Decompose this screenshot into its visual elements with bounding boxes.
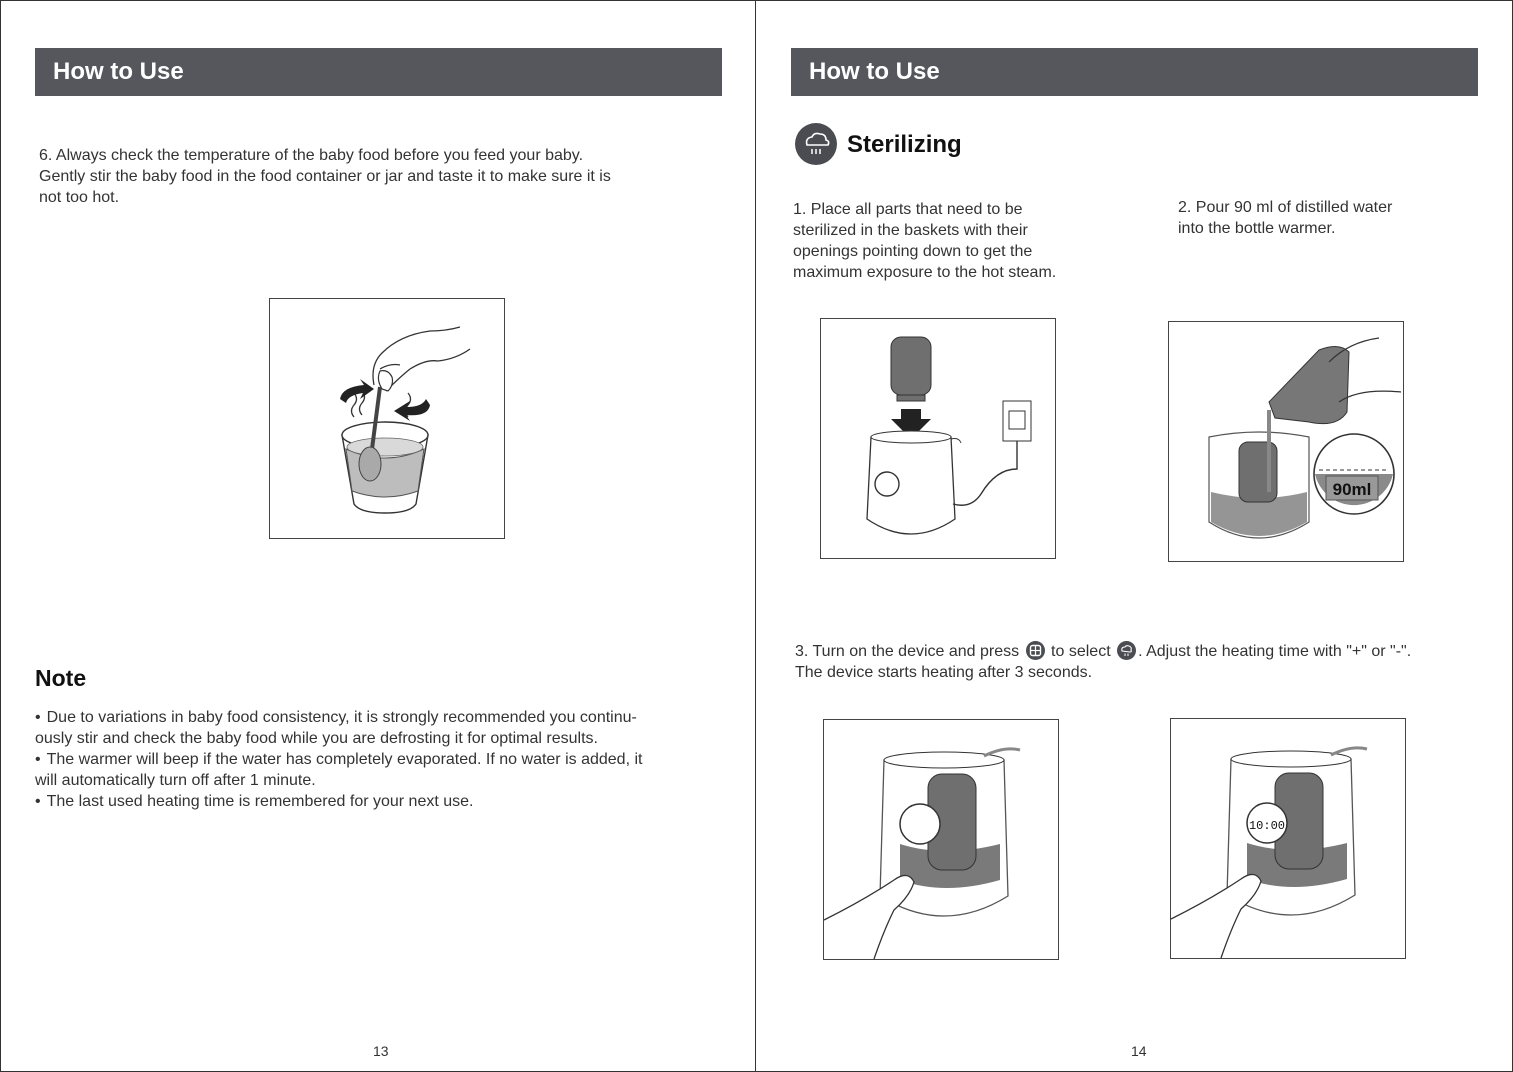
step-6-text xyxy=(39,145,729,208)
press-button-illustration xyxy=(823,719,1059,960)
step-3-part-2: to select xyxy=(1051,643,1111,660)
step-6-line-2: Gently stir the baby food in the food container or jar and taste it to make sure it is xyxy=(39,168,611,185)
note-item-line-2: ously stir and check the baby food while you are defrosting it for optimal results. xyxy=(35,730,598,747)
steam-cloud-icon xyxy=(795,123,837,165)
place-parts-illustration xyxy=(820,318,1056,559)
press-button-drawing xyxy=(824,720,1058,959)
step-2-line-1: 2. Pour 90 ml of distilled water xyxy=(1178,199,1393,216)
step-2-line-2: into the bottle warmer. xyxy=(1178,220,1336,237)
step-1-line-2: sterilized in the baskets with their xyxy=(793,222,1028,239)
note-item xyxy=(35,707,725,749)
step-6-line-1: 6. Always check the temperature of the baby food before you feed your baby. xyxy=(39,147,584,164)
note-list xyxy=(35,707,725,812)
place-parts-drawing xyxy=(821,319,1055,558)
step-3-line-1 xyxy=(795,641,1510,662)
step-3-line-2: The device starts heating after 3 seconds. xyxy=(795,664,1093,681)
step-3-part-1: 3. Turn on the device and press xyxy=(795,643,1020,660)
step-2-text xyxy=(1178,197,1478,239)
note-item-line-2: will automatically turn off after 1 minute. xyxy=(35,772,316,789)
menu-button-icon xyxy=(1026,641,1045,660)
pour-water-drawing xyxy=(1169,322,1403,561)
step-3-part-3: . Adjust the heating time with "+" or "-". xyxy=(1138,643,1412,660)
step-3-text xyxy=(795,641,1510,683)
note-item-line-1: The warmer will beep if the water has completely evaporated. If no water is added, it xyxy=(46,751,643,768)
note-item-line-1: Due to variations in baby food consistency, it is strongly recommended you continu- xyxy=(46,709,637,726)
note-title: Note xyxy=(35,665,87,691)
stir-food-drawing xyxy=(270,299,504,538)
display-time-drawing xyxy=(1171,719,1405,958)
display-time: 10:00 xyxy=(1248,819,1286,833)
step-6-line-3: not too hot. xyxy=(39,189,120,206)
step-1-text xyxy=(793,199,1123,283)
page-header: How to Use xyxy=(791,48,1478,96)
section-title: Sterilizing xyxy=(847,131,962,158)
stir-food-illustration xyxy=(269,298,505,539)
note-item xyxy=(35,749,725,791)
sterilize-mode-icon xyxy=(1117,641,1136,660)
page-header: How to Use xyxy=(35,48,722,96)
right-page xyxy=(755,0,1513,1072)
note-item-line-1: The last used heating time is remembered for your next use. xyxy=(46,793,474,810)
measure-label: 90ml xyxy=(1332,480,1372,499)
page-number: 14 xyxy=(1131,1043,1147,1059)
note-item xyxy=(35,791,725,812)
step-1-line-4: maximum exposure to the hot steam. xyxy=(793,264,1057,281)
display-time-illustration xyxy=(1170,718,1406,959)
step-1-line-1: 1. Place all parts that need to be xyxy=(793,201,1023,218)
left-page xyxy=(0,0,756,1072)
step-1-line-3: openings pointing down to get the xyxy=(793,243,1033,260)
pour-water-illustration xyxy=(1168,321,1404,562)
page-number: 13 xyxy=(373,1043,389,1059)
